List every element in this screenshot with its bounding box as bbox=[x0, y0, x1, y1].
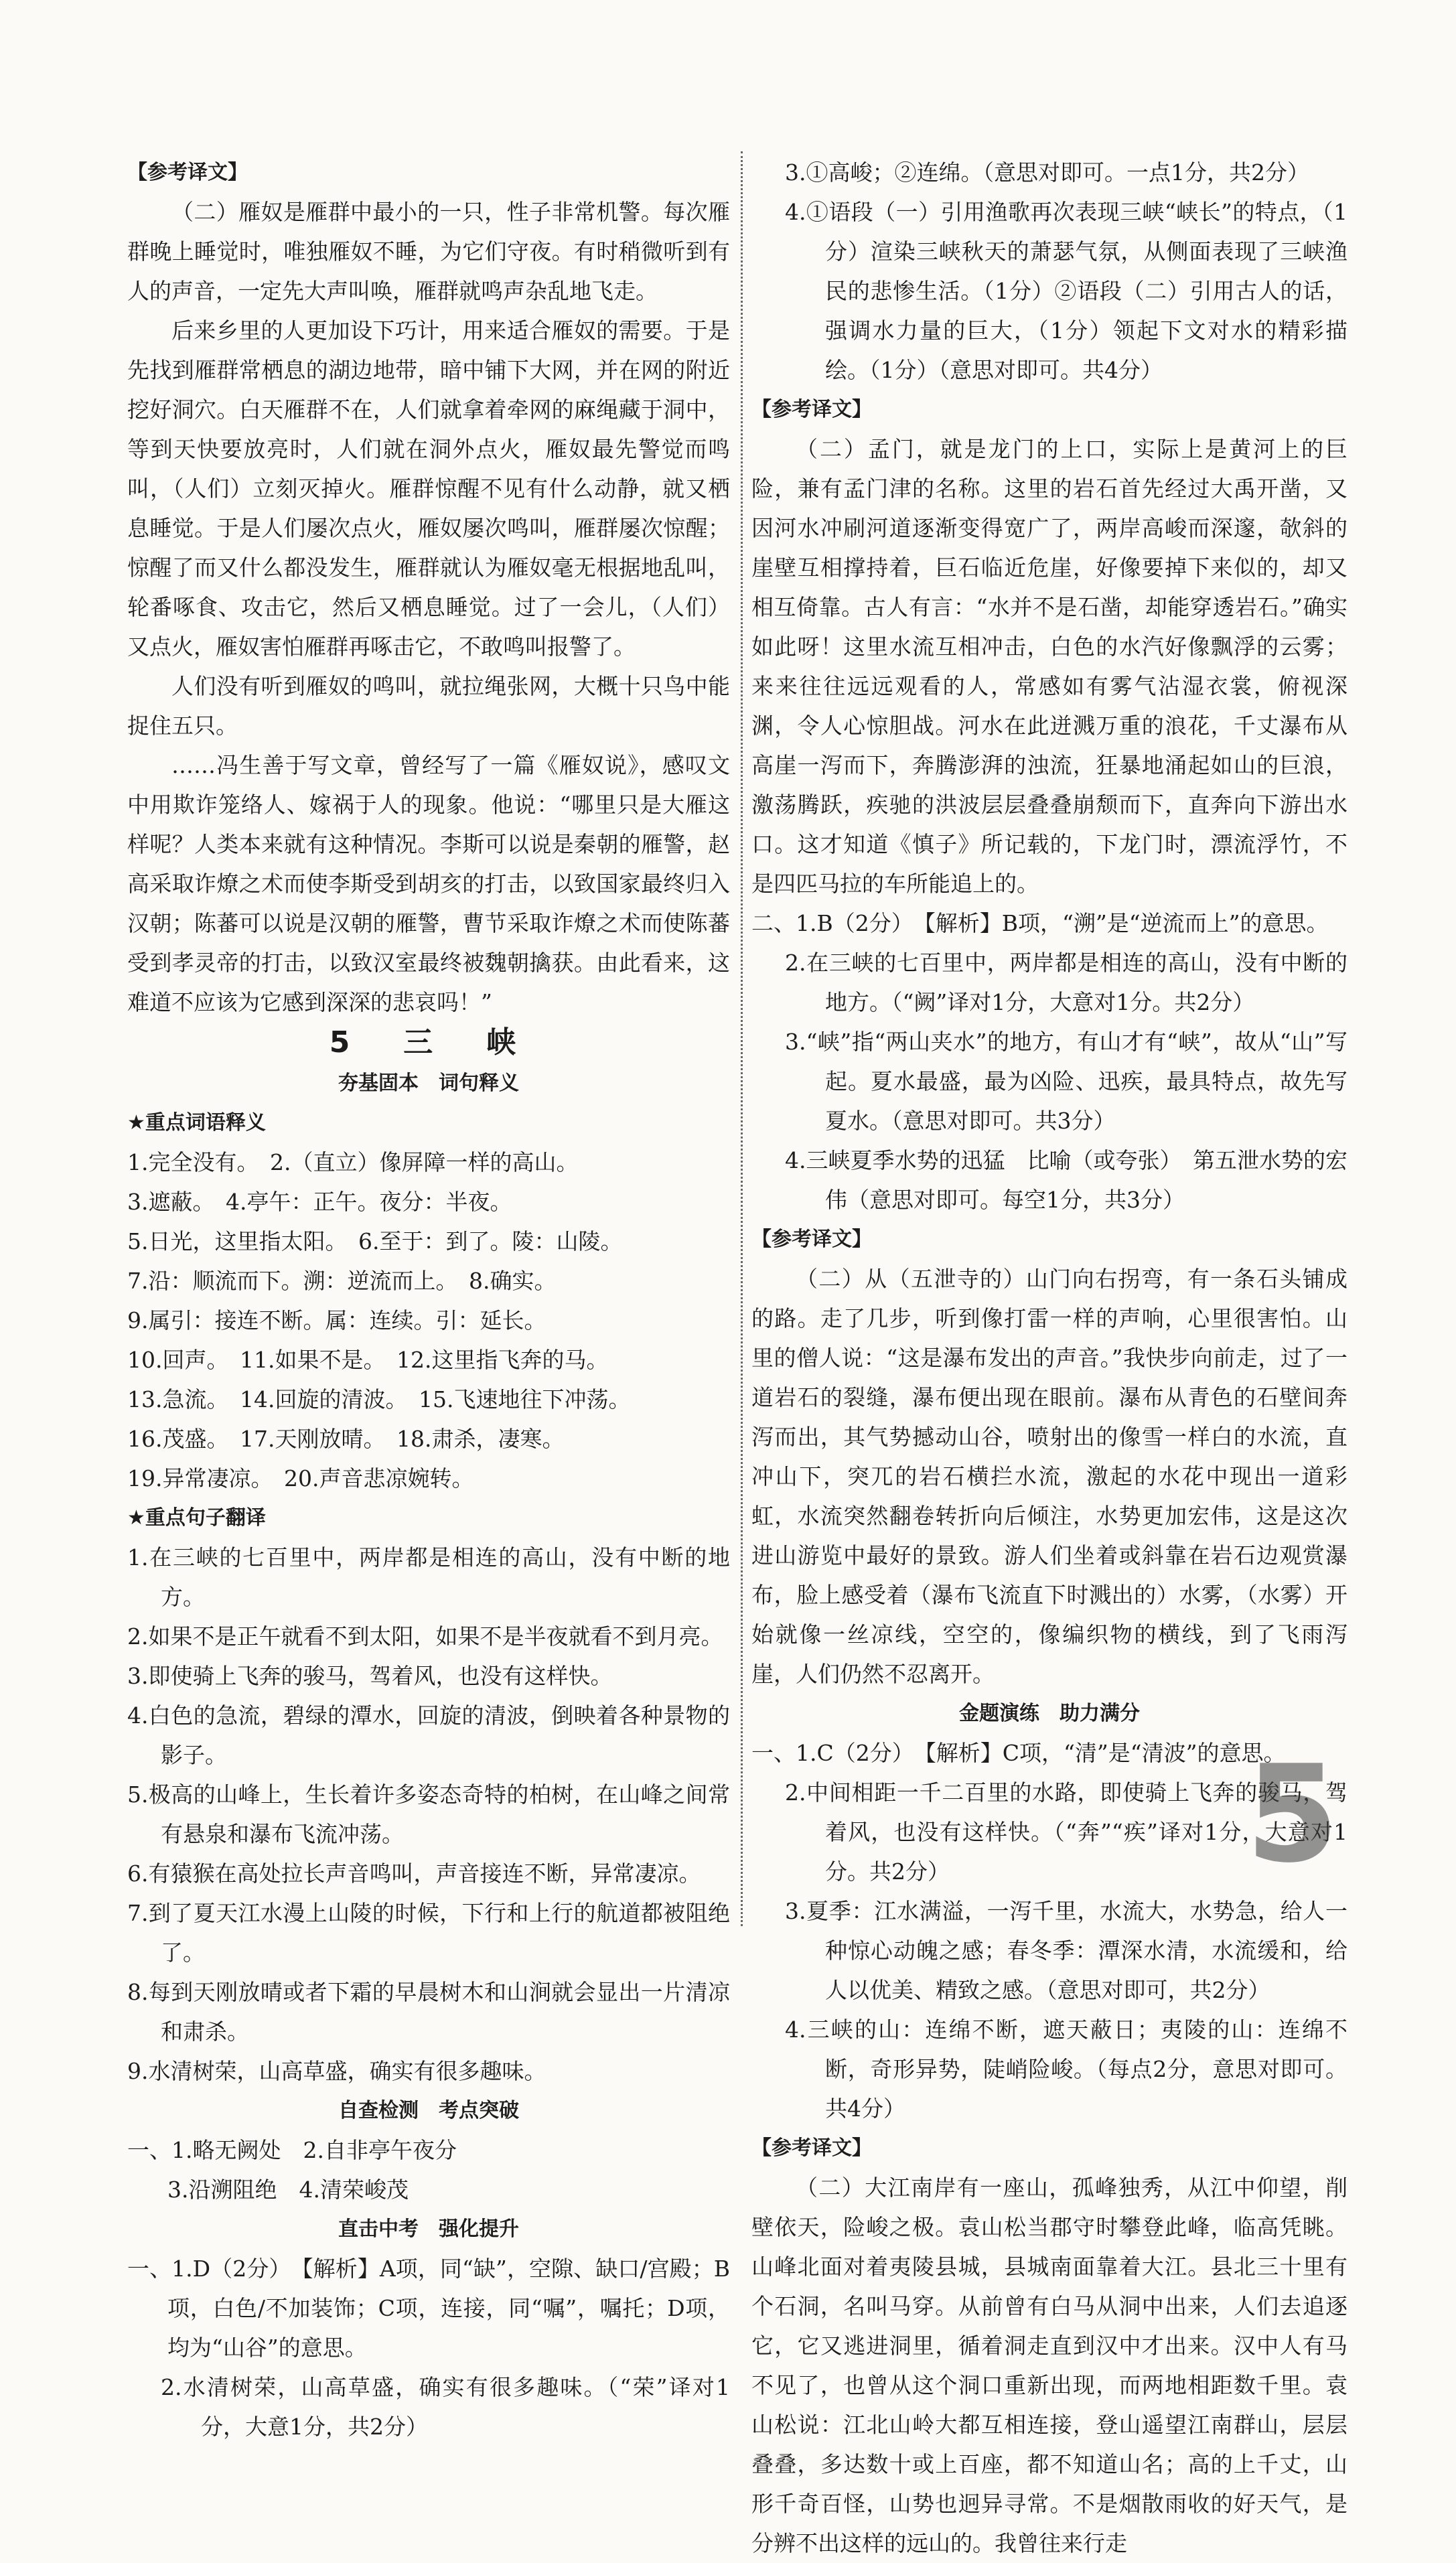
sentence-line: 8.每到天刚放晴或者下霜的早晨树木和山涧就会显出一片清凉和肃杀。 bbox=[127, 1979, 730, 2045]
sentence-line: 9.水清树荣，山高草盛，确实有很多趣味。 bbox=[127, 2058, 547, 2084]
answer-line: 2.中间相距一千二百里的水路，即使骑上飞奔的骏马，驾着风，也没有这样快。（“奔”“疾”译对1分，大意对1分。共2分） bbox=[785, 1779, 1348, 1885]
ref-heading: 【参考译文】 bbox=[751, 2136, 872, 2160]
answer-line: 2.在三峡的七百里中，两岸都是相连的高山，没有中断的地方。（“阙”译对1分，大意对1分。共2分） bbox=[785, 950, 1348, 1015]
vocab-line: 1.完全没有。 2.（直立）像屏障一样的高山。 bbox=[127, 1149, 579, 1175]
ref-heading: 【参考译文】 bbox=[751, 1228, 872, 1251]
page-number: 5 bbox=[1246, 1737, 1339, 1893]
paragraph: （二）雁奴是雁群中最小的一只，性子非常机警。每次雁群晚上睡觉时，唯独雁奴不睡，为它们守夜。有时稍微听到有人的声音，一定先大声叫唤，雁群就鸣声杂乱地飞走。 bbox=[127, 199, 730, 304]
section-heading: 自查检测 考点突破 bbox=[338, 2099, 519, 2122]
answer-line: 2.水清树荣，山高草盛，确实有很多趣味。（“荣”译对1分，大意1分，共2分） bbox=[161, 2374, 730, 2440]
right-column bbox=[751, 153, 1348, 2563]
sentence-line: 6.有猿猴在高处拉长声音鸣叫，声音接连不断，异常凄凉。 bbox=[127, 1860, 701, 1887]
vocab-line: 7.沿：顺流而下。溯：逆流而上。 8.确实。 bbox=[127, 1268, 557, 1294]
sentence-line: 4.白色的急流，碧绿的潭水，回旋的清波，倒映着各种景物的影子。 bbox=[127, 1702, 730, 1768]
paragraph: （二）孟门，就是龙门的上口，实际上是黄河上的巨险，兼有孟门津的名称。这里的岩石首先经过大禹开凿，又因河水冲刷河道逐渐变得宽广了，两岸高峻而深邃，欹斜的崖壁互相撑持着，巨石临近危崖，好像要掉下来似的，却又相互倚靠。古人有言：“水并不是石凿，却能穿透岩石。”确实如此呀！这里水流互相冲击，白色的水汽好像飘浮的云雾；来来往往远远观看的人，常感如有雾气沾湿衣裳，俯视深渊，令人心惊胆战。河水在此迸溅万重的浪花，千丈瀑布从高崖一泻而下，奔腾澎湃的浊流，狂暴地涌起如山的巨浪，激荡腾跃，疾驰的洪波层层叠叠崩颓而下，直奔向下游出水口。这才知道《慎子》所记载的，下龙门时，漂流浮竹，不是四匹马拉的车所能追上的。 bbox=[751, 436, 1348, 897]
vocab-line: 3.遮蔽。 4.亭午：正午。夜分：半夜。 bbox=[127, 1189, 512, 1215]
answer-line: 一、1.D（2分） 【解析】A项，同“缺”，空隙、缺口/宫殿；B项，白色/不加装饰；C项，连接，同“嘱”，嘱托；D项，均为“山谷”的意思。 bbox=[127, 2256, 730, 2361]
vocab-line: 9.属引：接连不断。属：连续。引：延长。 bbox=[127, 1307, 547, 1333]
sentence-line: 1.在三峡的七百里中，两岸都是相连的高山，没有中断的地方。 bbox=[127, 1544, 730, 1610]
sub-heading: ★重点句子翻译 bbox=[127, 1506, 266, 1530]
sentence-line: 7.到了夏天江水漫上山陵的时候，下行和上行的航道都被阻绝了。 bbox=[127, 1900, 730, 1966]
paragraph: ……冯生善于写文章，曾经写了一篇《雁奴说》，感叹文中用欺诈笼络人、嫁祸于人的现象。他说：“哪里只是大雁这样呢？人类本来就有这种情况。李斯可以说是秦朝的雁警，赵高采取诈燎之术而使李斯受到胡亥的打击，以致国家最终归入汉朝；陈蕃可以说是汉朝的雁警，曹节采取诈燎之术而使陈蕃受到孝灵帝的打击，以致汉室最终被魏朝擒获。由此看来，这难道不应该为它感到深深的悲哀吗！” bbox=[127, 752, 730, 1015]
paragraph: （二）大江南岸有一座山，孤峰独秀，从江中仰望，削壁依天，险峻之极。袁山松当郡守时攀登此峰，临高凭眺。山峰北面对着夷陵县城，县城南面靠着大江。县北三十里有个石洞，名叫马穿。从前曾有白马从洞中出来，人们去追逐它，它又逃进洞里，循着洞走直到汉中才出来。汉中人有马不见了，也曾从这个洞口重新出现，而两地相距数千里。袁山松说：江北山岭大都互相连接，登山遥望江南群山，层层叠叠，多达数十或上百座，都不知道山名；高的上千丈，山形千奇百怪，山势也迥异寻常。不是烟散雨收的好天气，是分辨不出这样的远山的。我曾往来行走 bbox=[751, 2175, 1348, 2556]
ref-heading: 【参考译文】 bbox=[751, 398, 872, 421]
vocab-line: 10.回声。 11.如果不是。 12.这里指飞奔的马。 bbox=[127, 1347, 609, 1373]
paragraph: 后来乡里的人更加设下巧计，用来适合雁奴的需要。于是先找到雁群常栖息的湖边地带，暗中铺下大网，并在网的附近挖好洞穴。白天雁群不在，人们就拿着牵网的麻绳藏于洞中，等到天快要放亮时，人们就在洞外点火，雁奴最先警觉而鸣叫，（人们）立刻灭掉火。雁群惊醒不见有什么动静，就又栖息睡觉。于是人们屡次点火，雁奴屡次鸣叫，雁群屡次惊醒；惊醒了而又什么都没发生，雁群就认为雁奴毫无根据地乱叫，轮番啄食、攻击它，然后又栖息睡觉。过了一会儿，（人们）又点火，雁奴害怕雁群再啄击它，不敢鸣叫报警了。 bbox=[127, 317, 730, 660]
paragraph: （二）从（五泄寺的）山门向右拐弯，有一条石头铺成的路。走了几步，听到像打雷一样的声响，心里很害怕。山里的僧人说：“这是瀑布发出的声音。”我快步向前走，过了一道岩石的裂缝，瀑布便出现在眼前。瀑布从青色的石壁间奔泻而出，其气势撼动山谷，喷射出的像雪一样白的水流，直冲山下，突兀的岩石横拦水流，激起的水花中现出一道彩虹，水流突然翻卷转折向后倾注，水势更加宏伟，这是这次进山游览中最好的景致。游人们坐着或斜靠在岩石边观赏瀑布，脸上感受着（瀑布飞流直下时溅出的）水雾，（水雾）开始就像一丝凉线，空空的，像编织物的横线，到了飞雨泻崖，人们仍然不忍离开。 bbox=[751, 1266, 1348, 1687]
section-heading: 夯基固本 词句释义 bbox=[338, 1072, 519, 1095]
sentence-line: 2.如果不是正午就看不到太阳，如果不是半夜就看不到月亮。 bbox=[127, 1623, 723, 1650]
answer-line: 一、1.略无阙处 2.自非亭午夜分 bbox=[127, 2137, 457, 2163]
paragraph: 人们没有听到雁奴的鸣叫，就拉绳张网，大概十只鸟中能捉住五只。 bbox=[127, 673, 730, 739]
answer-line: 4.三峡夏季水势的迅猛 比喻（或夸张） 第五泄水势的宏伟（意思对即可。每空1分，共3分） bbox=[785, 1147, 1348, 1213]
answer-line: 二、1.B（2分） 【解析】B项，“溯”是“逆流而上”的意思。 bbox=[751, 910, 1329, 936]
ref-heading: 【参考译文】 bbox=[127, 161, 248, 184]
answer-line: 一、1.C（2分） 【解析】C项，“清”是“清波”的意思。 bbox=[751, 1740, 1286, 1766]
vocab-line: 13.急流。 14.回旋的清波。 15.飞速地往下冲荡。 bbox=[127, 1386, 631, 1412]
sub-heading: ★重点词语释义 bbox=[127, 1111, 266, 1134]
lesson-title: 5 三 峡 bbox=[329, 1025, 528, 1059]
left-column bbox=[127, 153, 730, 2446]
vocab-line: 5.日光，这里指太阳。 6.至于：到了。陵：山陵。 bbox=[127, 1228, 623, 1254]
sentence-line: 5.极高的山峰上，生长着许多姿态奇特的柏树，在山峰之间常有悬泉和瀑布飞流冲荡。 bbox=[127, 1781, 730, 1847]
answer-line: 3.①高峻；②连绵。（意思对即可。一点1分，共2分） bbox=[785, 159, 1309, 186]
section-heading: 金题演练 助力满分 bbox=[959, 1702, 1140, 1725]
vocab-line: 16.茂盛。 17.天刚放晴。 18.肃杀，凄寒。 bbox=[127, 1426, 565, 1452]
answer-line: 3.沿溯阻绝 4.清荣峻茂 bbox=[167, 2177, 409, 2203]
answer-line: 4.①语段（一）引用渔歌再次表现三峡“峡长”的特点，（1分）渲染三峡秋天的萧瑟气氛，从侧面表现了三峡渔民的悲惨生活。（1分）②语段（二）引用古人的话，强调水力量的巨大，（1分）领起下文对水的精彩描绘。（1分）（意思对即可。共4分） bbox=[785, 199, 1348, 383]
sentence-line: 3.即使骑上飞奔的骏马，驾着风，也没有这样快。 bbox=[127, 1663, 613, 1689]
answer-line: 3.“峡”指“两山夹水”的地方，有山才有“峡”，故从“山”写起。夏水最盛，最为凶险、迅疾，最具特点，故先写夏水。（意思对即可。共3分） bbox=[785, 1029, 1348, 1134]
column-divider bbox=[741, 151, 743, 1926]
vocab-line: 19.异常凄凉。 20.声音悲凉婉转。 bbox=[127, 1465, 474, 1491]
answer-line: 3.夏季：江水满溢，一泻千里，水流大，水势急，给人一种惊心动魄之感；春冬季：潭深水清，水流缓和，给人以优美、精致之感。（意思对即可，共2分） bbox=[785, 1898, 1348, 2003]
answer-line: 4.三峡的山：连绵不断，遮天蔽日；夷陵的山：连绵不断，奇形异势，陡峭险峻。（每点2分，意思对即可。共4分） bbox=[785, 2017, 1348, 2122]
section-heading: 直击中考 强化提升 bbox=[338, 2217, 519, 2241]
